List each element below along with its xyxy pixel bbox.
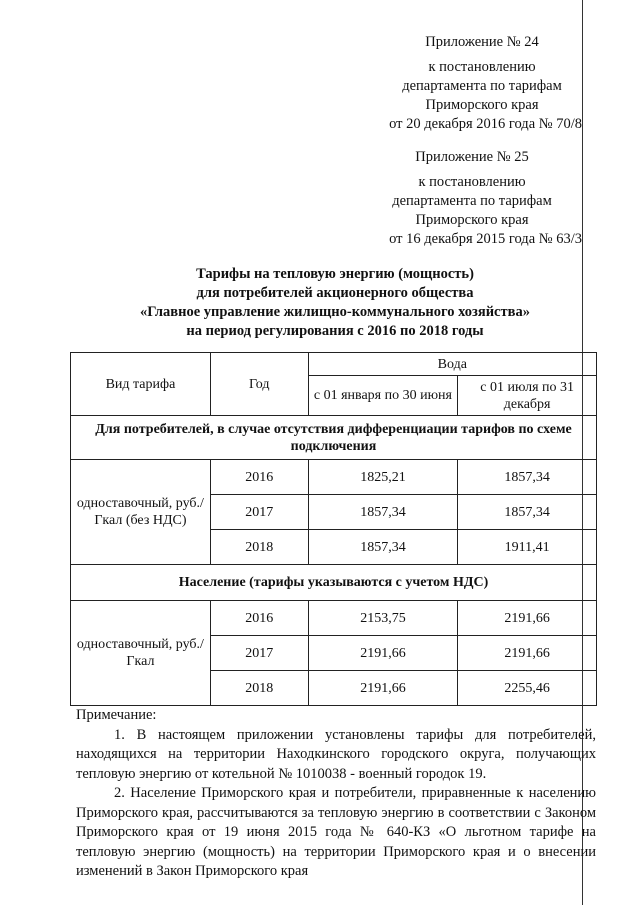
year-cell: 2017 xyxy=(210,495,308,530)
appendix-line: от 16 декабря 2015 года № 63/3 xyxy=(389,231,582,247)
document-title xyxy=(70,265,600,341)
tariff-type-cell: одноставочный, руб./Гкал (без НДС) xyxy=(71,460,211,565)
year-cell: 2016 xyxy=(210,460,308,495)
note-paragraph: 1. В настоящем приложении установлены тарифы для потребителей, находящихся на территории Находкинского городского округа, получающих тепловую энергию от котельной № 1010038 - военный городок 19. xyxy=(76,726,596,782)
header-year: Год xyxy=(210,353,308,416)
note-heading: Примечание: xyxy=(76,707,157,723)
table-row xyxy=(71,460,597,495)
section-title: Население (тарифы указываются с учетом НДС) xyxy=(71,565,597,601)
value-cell: 1857,34 xyxy=(308,495,458,530)
tariff-table xyxy=(70,352,597,706)
year-cell: 2017 xyxy=(210,636,308,671)
note-paragraph: 2. Население Приморского края и потребители, приравненные к населению Приморского края, рассчитываются за тепловую энергию в соответствии с Законом Приморского края от 19 июня 2015 года № 640-КЗ «О льготном тарифе на тепловую энергию (мощность) на территории Приморского края и о внесении изменений в Закон Приморского края xyxy=(76,785,596,879)
header-water: Вода xyxy=(308,353,596,376)
tariff-type-cell: одноставочный, руб./Гкал xyxy=(71,601,211,706)
header-period-2: с 01 июля по 31 декабря xyxy=(458,376,597,416)
appendix-line: Приморского края xyxy=(425,97,539,113)
header-period-1: с 01 января по 30 июня xyxy=(308,376,458,416)
appendix-number: Приложение № 25 xyxy=(415,149,529,165)
title-line: на период регулирования с 2016 по 2018 годы xyxy=(186,323,484,339)
appendix-number: Приложение № 24 xyxy=(425,34,539,50)
appendix-line: департамента по тарифам xyxy=(402,78,562,94)
title-line: «Главное управление жилищно-коммунального хозяйства» xyxy=(140,304,530,320)
value-cell: 2255,46 xyxy=(458,671,597,706)
value-cell: 2191,66 xyxy=(308,636,458,671)
year-cell: 2016 xyxy=(210,601,308,636)
value-cell: 1911,41 xyxy=(458,530,597,565)
header-tariff-type: Вид тарифа xyxy=(71,353,211,416)
appendix-line: Приморского края xyxy=(415,212,529,228)
appendix-line: к постановлению xyxy=(418,174,526,190)
note-section xyxy=(76,706,596,882)
year-cell: 2018 xyxy=(210,671,308,706)
appendix-line: к постановлению xyxy=(428,59,536,75)
value-cell: 1857,34 xyxy=(458,460,597,495)
value-cell: 2191,66 xyxy=(308,671,458,706)
value-cell: 1857,34 xyxy=(308,530,458,565)
value-cell: 2153,75 xyxy=(308,601,458,636)
value-cell: 2191,66 xyxy=(458,601,597,636)
appendix-line: департамента по тарифам xyxy=(392,193,552,209)
table-row xyxy=(71,601,597,636)
appendix-line: от 20 декабря 2016 года № 70/8 xyxy=(389,116,582,132)
appendix-25-header xyxy=(362,148,582,249)
value-cell: 1825,21 xyxy=(308,460,458,495)
value-cell: 1857,34 xyxy=(458,495,597,530)
title-line: Тарифы на тепловую энергию (мощность) xyxy=(196,266,474,282)
value-cell: 2191,66 xyxy=(458,636,597,671)
section-title: Для потребителей, в случае отсутствия дифференциации тарифов по схеме подключения xyxy=(71,416,597,460)
year-cell: 2018 xyxy=(210,530,308,565)
title-line: для потребителей акционерного общества xyxy=(196,285,474,301)
appendix-24-header xyxy=(382,33,582,134)
